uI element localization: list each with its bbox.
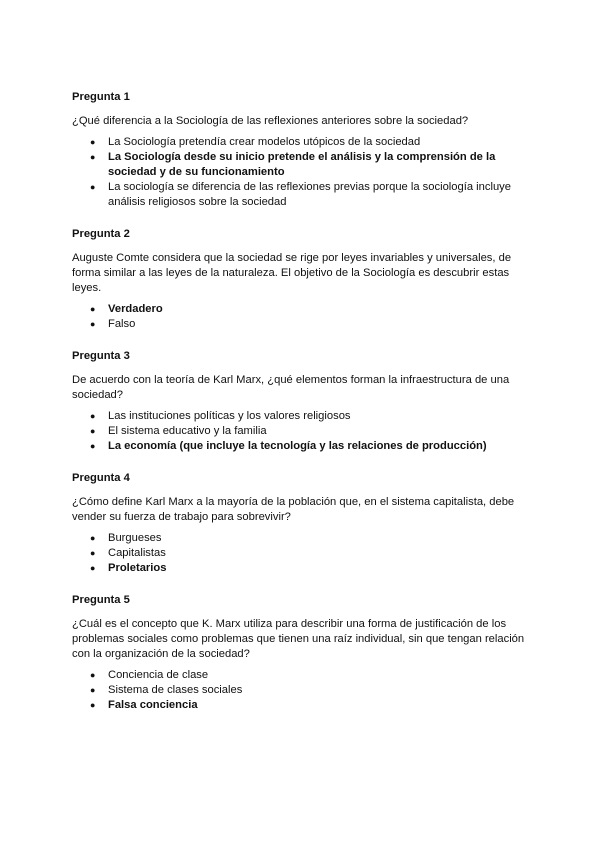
answer-option	[72, 683, 528, 698]
answer-option	[72, 135, 528, 150]
answer-option	[72, 561, 528, 576]
bullet-icon: ●	[90, 441, 96, 451]
answer-options-list	[72, 409, 528, 454]
question-block-1	[72, 90, 528, 210]
bullet-icon: ●	[90, 152, 96, 162]
answer-option	[72, 439, 528, 454]
answer-option	[72, 302, 528, 317]
answer-option	[72, 409, 528, 424]
answer-options-list	[72, 135, 528, 210]
bullet-icon: ●	[90, 548, 96, 558]
answer-option	[72, 150, 528, 180]
question-title: Pregunta 1	[72, 91, 130, 103]
bullet-icon: ●	[90, 411, 96, 421]
answer-option-label: Conciencia de clase	[108, 669, 209, 681]
question-block-5	[72, 593, 528, 713]
answer-option-label: Falsa conciencia	[108, 699, 198, 711]
answer-option	[72, 546, 528, 561]
answer-option-label: Falso	[108, 318, 136, 330]
answer-options-list	[72, 668, 528, 713]
question-text: Auguste Comte considera que la sociedad se rige por leyes invariables y universales, de forma similar a las leyes de la naturaleza. El objetivo de la Sociología es descubrir estas leyes.	[72, 252, 512, 294]
answer-option-label: La Sociología desde su inicio pretende el análisis y la comprensión de la sociedad y de su funcionamiento	[108, 151, 496, 178]
bullet-icon: ●	[90, 304, 96, 314]
answer-option-label: Capitalistas	[108, 547, 166, 559]
answer-option-label: La sociología se diferencia de las reflexiones previas porque la sociología incluye análisis religiosos sobre la sociedad	[108, 181, 511, 208]
bullet-icon: ●	[90, 426, 96, 436]
bullet-icon: ●	[90, 685, 96, 695]
question-text: De acuerdo con la teoría de Karl Marx, ¿qué elementos forman la infraestructura de una sociedad?	[72, 374, 510, 401]
question-block-2	[72, 227, 528, 332]
bullet-icon: ●	[90, 533, 96, 543]
answer-option-label: Verdadero	[108, 303, 163, 315]
answer-option-label: Las instituciones políticas y los valores religiosos	[108, 410, 351, 422]
question-title: Pregunta 2	[72, 228, 130, 240]
answer-option	[72, 668, 528, 683]
quiz-content	[72, 90, 528, 730]
answer-option	[72, 317, 528, 332]
bullet-icon: ●	[90, 182, 96, 192]
bullet-icon: ●	[90, 700, 96, 710]
answer-options-list	[72, 531, 528, 576]
question-title: Pregunta 4	[72, 472, 130, 484]
answer-option-label: Proletarios	[108, 562, 167, 574]
answer-option	[72, 531, 528, 546]
bullet-icon: ●	[90, 137, 96, 147]
answer-option	[72, 180, 528, 210]
answer-option-label: Sistema de clases sociales	[108, 684, 243, 696]
question-block-4	[72, 471, 528, 576]
question-text: ¿Cuál es el concepto que K. Marx utiliza para describir una forma de justificación de los problemas sociales como problemas que tienen una raíz individual, sin que tengan relación con la organización de la sociedad?	[72, 618, 525, 660]
bullet-icon: ●	[90, 319, 96, 329]
answer-option-label: La economía (que incluye la tecnología y las relaciones de producción)	[108, 440, 487, 452]
answer-option-label: El sistema educativo y la familia	[108, 425, 267, 437]
question-text: ¿Cómo define Karl Marx a la mayoría de la población que, en el sistema capitalista, debe vender su fuerza de trabajo para sobrevivir?	[72, 496, 515, 523]
question-title: Pregunta 5	[72, 594, 130, 606]
bullet-icon: ●	[90, 670, 96, 680]
answer-option	[72, 424, 528, 439]
question-title: Pregunta 3	[72, 350, 130, 362]
question-text: ¿Qué diferencia a la Sociología de las reflexiones anteriores sobre la sociedad?	[72, 115, 469, 127]
answer-options-list	[72, 302, 528, 332]
bullet-icon: ●	[90, 563, 96, 573]
answer-option-label: Burgueses	[108, 532, 162, 544]
answer-option	[72, 698, 528, 713]
question-block-3	[72, 349, 528, 454]
answer-option-label: La Sociología pretendía crear modelos utópicos de la sociedad	[108, 136, 421, 148]
